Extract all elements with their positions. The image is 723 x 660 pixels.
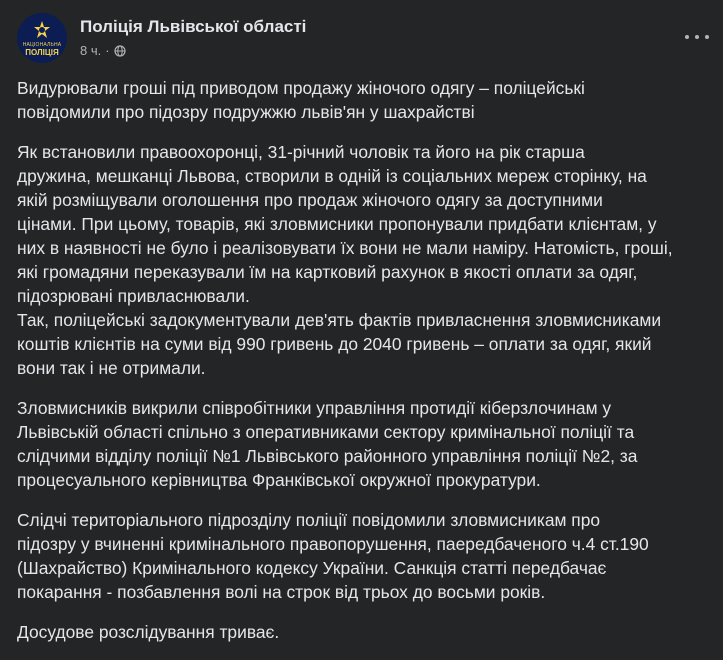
post-meta	[80, 43, 126, 58]
post-paragraph: Досудове розслідування триває.	[17, 622, 280, 642]
more-dot-icon	[695, 35, 699, 39]
post-header	[17, 13, 709, 65]
globe-icon	[114, 45, 126, 57]
post-timestamp[interactable]: 8 ч.	[80, 43, 102, 58]
more-dot-icon	[685, 35, 689, 39]
police-badge-icon	[32, 20, 52, 40]
page-name-link[interactable]: Поліція Львівської області	[80, 17, 307, 36]
more-options-button[interactable]	[685, 27, 709, 47]
post-paragraph: Слідчі територіального підрозділу поліції повідомили зловмисникам про підозру у вчиненні кримінального правопорушення, паередбаченого ч.4 ст.190 (Шахрайство) Кримінального кодексу України. Санкція статті передбачає покарання - позбавлення волі на строк від трьох до восьми років.	[17, 510, 649, 602]
post-body	[17, 76, 707, 660]
post-paragraph: Як встановили правоохоронці, 31-річний чоловік та його на рік старша дружина, мешканці Львова, створили в одній із соціальних мереж сторінку, на якій розміщували оголошення про продаж жіночого одягу за доступними цінами. При цьому, товарів, які зловмисники пропонували придбати клієнтам, у них в наявності не було і реалізовувати їх вони не мали наміру. Натомість, гроші, які громадяни переказували їм на картковий рахунок в якості оплати за одяг, підозрювані привласнювали. Так, поліцейські задокументували дев'ять фактів привласнення зловмисниками коштів клієнтів на суми від 990 гривень до 2040 гривень – оплати за одяг, який вони так і не отримали.	[17, 142, 673, 378]
meta-separator: ·	[105, 43, 110, 58]
post-paragraph: Зловмисників викрили співробітники управління протидії кіберзлочинам у Львівській області спільно з оперативниками сектору кримінальної поліції та слідчими відділу поліції №1 Львівського районного управління поліції №2, за процесуального керівництва Франківської окружної прокуратури.	[17, 398, 638, 490]
more-dot-icon	[705, 35, 709, 39]
avatar-caption-top: НАЦІОНАЛЬНА	[22, 41, 62, 48]
avatar-caption-bottom: ПОЛІЦІЯ	[25, 47, 59, 57]
post-headline: Видурювали гроші під приводом продажу жіночого одягу – поліцейські повідомили про підозру подружжю львів'ян у шахрайстві	[17, 78, 585, 122]
avatar[interactable]	[17, 13, 67, 63]
